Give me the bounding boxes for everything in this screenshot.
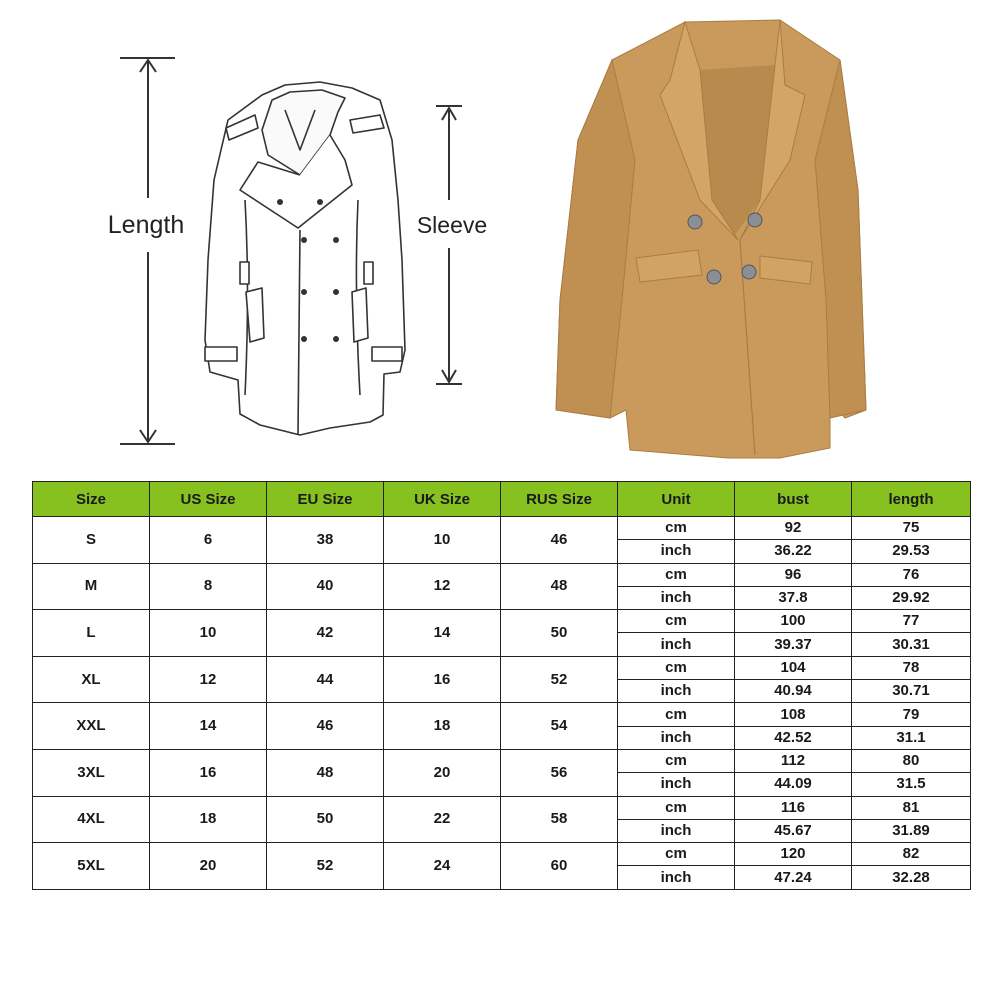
size-cell: 3XL: [33, 749, 150, 796]
uk-size-cell: 14: [384, 610, 501, 657]
length-cell: 80: [852, 749, 971, 772]
unit-cell: inch: [618, 726, 735, 749]
size-table-body: [33, 517, 971, 890]
unit-cell: inch: [618, 773, 735, 796]
bust-cell: 40.94: [735, 680, 852, 703]
unit-cell: cm: [618, 749, 735, 772]
camel-blazer-image: [556, 20, 866, 458]
unit-cell: cm: [618, 563, 735, 586]
us-size-cell: 20: [150, 843, 267, 890]
header-eu-size: EU Size: [267, 482, 384, 517]
bust-cell: 44.09: [735, 773, 852, 796]
bust-cell: 120: [735, 843, 852, 866]
length-label: Length: [107, 211, 185, 239]
uk-size-cell: 22: [384, 796, 501, 843]
table-header-row: [33, 482, 971, 517]
size-cell: 4XL: [33, 796, 150, 843]
length-cell: 30.31: [852, 633, 971, 656]
length-cell: 77: [852, 610, 971, 633]
unit-cell: inch: [618, 540, 735, 563]
length-arrow: [120, 58, 175, 444]
eu-size-cell: 52: [267, 843, 384, 890]
us-size-cell: 14: [150, 703, 267, 750]
eu-size-cell: 44: [267, 656, 384, 703]
length-cell: 31.1: [852, 726, 971, 749]
eu-size-cell: 50: [267, 796, 384, 843]
us-size-cell: 18: [150, 796, 267, 843]
unit-cell: cm: [618, 656, 735, 679]
uk-size-cell: 24: [384, 843, 501, 890]
table-row: [33, 796, 971, 819]
table-row: [33, 610, 971, 633]
table-row: [33, 563, 971, 586]
length-cell: 31.89: [852, 819, 971, 842]
eu-size-cell: 42: [267, 610, 384, 657]
unit-cell: inch: [618, 819, 735, 842]
rus-size-cell: 48: [501, 563, 618, 610]
rus-size-cell: 60: [501, 843, 618, 890]
us-size-cell: 8: [150, 563, 267, 610]
table-row: [33, 843, 971, 866]
unit-cell: cm: [618, 517, 735, 540]
length-cell: 29.53: [852, 540, 971, 563]
bust-cell: 112: [735, 749, 852, 772]
bust-cell: 47.24: [735, 866, 852, 889]
uk-size-cell: 18: [384, 703, 501, 750]
unit-cell: cm: [618, 843, 735, 866]
table-row: [33, 517, 971, 540]
header-size: Size: [33, 482, 150, 517]
length-cell: 79: [852, 703, 971, 726]
bust-cell: 42.52: [735, 726, 852, 749]
header-unit: Unit: [618, 482, 735, 517]
length-cell: 30.71: [852, 680, 971, 703]
size-cell: S: [33, 517, 150, 564]
us-size-cell: 16: [150, 749, 267, 796]
unit-cell: inch: [618, 586, 735, 609]
bust-cell: 104: [735, 656, 852, 679]
header-bust: bust: [735, 482, 852, 517]
table-row: [33, 749, 971, 772]
unit-cell: cm: [618, 796, 735, 819]
length-cell: 81: [852, 796, 971, 819]
header-length: length: [852, 482, 971, 517]
bust-cell: 96: [735, 563, 852, 586]
length-cell: 75: [852, 517, 971, 540]
size-cell: M: [33, 563, 150, 610]
bust-cell: 37.8: [735, 586, 852, 609]
us-size-cell: 12: [150, 656, 267, 703]
eu-size-cell: 38: [267, 517, 384, 564]
rus-size-cell: 46: [501, 517, 618, 564]
length-cell: 82: [852, 843, 971, 866]
eu-size-cell: 48: [267, 749, 384, 796]
size-cell: L: [33, 610, 150, 657]
length-cell: 32.28: [852, 866, 971, 889]
size-cell: XXL: [33, 703, 150, 750]
uk-size-cell: 10: [384, 517, 501, 564]
bust-cell: 36.22: [735, 540, 852, 563]
header-uk-size: UK Size: [384, 482, 501, 517]
size-chart-table: [32, 481, 971, 890]
bust-cell: 39.37: [735, 633, 852, 656]
header-rus-size: RUS Size: [501, 482, 618, 517]
rus-size-cell: 54: [501, 703, 618, 750]
measurement-diagram: [0, 0, 1000, 470]
rus-size-cell: 58: [501, 796, 618, 843]
size-cell: 5XL: [33, 843, 150, 890]
sleeve-arrow: [436, 106, 462, 384]
bust-cell: 100: [735, 610, 852, 633]
header-us-size: US Size: [150, 482, 267, 517]
rus-size-cell: 50: [501, 610, 618, 657]
unit-cell: inch: [618, 680, 735, 703]
bust-cell: 116: [735, 796, 852, 819]
uk-size-cell: 16: [384, 656, 501, 703]
length-cell: 31.5: [852, 773, 971, 796]
length-cell: 78: [852, 656, 971, 679]
bust-cell: 108: [735, 703, 852, 726]
uk-size-cell: 20: [384, 749, 501, 796]
unit-cell: inch: [618, 633, 735, 656]
length-cell: 76: [852, 563, 971, 586]
unit-cell: inch: [618, 866, 735, 889]
uk-size-cell: 12: [384, 563, 501, 610]
table-row: [33, 656, 971, 679]
bust-cell: 92: [735, 517, 852, 540]
us-size-cell: 6: [150, 517, 267, 564]
size-cell: XL: [33, 656, 150, 703]
rus-size-cell: 56: [501, 749, 618, 796]
unit-cell: cm: [618, 610, 735, 633]
rus-size-cell: 52: [501, 656, 618, 703]
bust-cell: 45.67: [735, 819, 852, 842]
sleeve-label: Sleeve: [416, 212, 488, 238]
us-size-cell: 10: [150, 610, 267, 657]
length-cell: 29.92: [852, 586, 971, 609]
eu-size-cell: 46: [267, 703, 384, 750]
unit-cell: cm: [618, 703, 735, 726]
trench-coat-line-art: [205, 82, 405, 435]
table-row: [33, 703, 971, 726]
eu-size-cell: 40: [267, 563, 384, 610]
